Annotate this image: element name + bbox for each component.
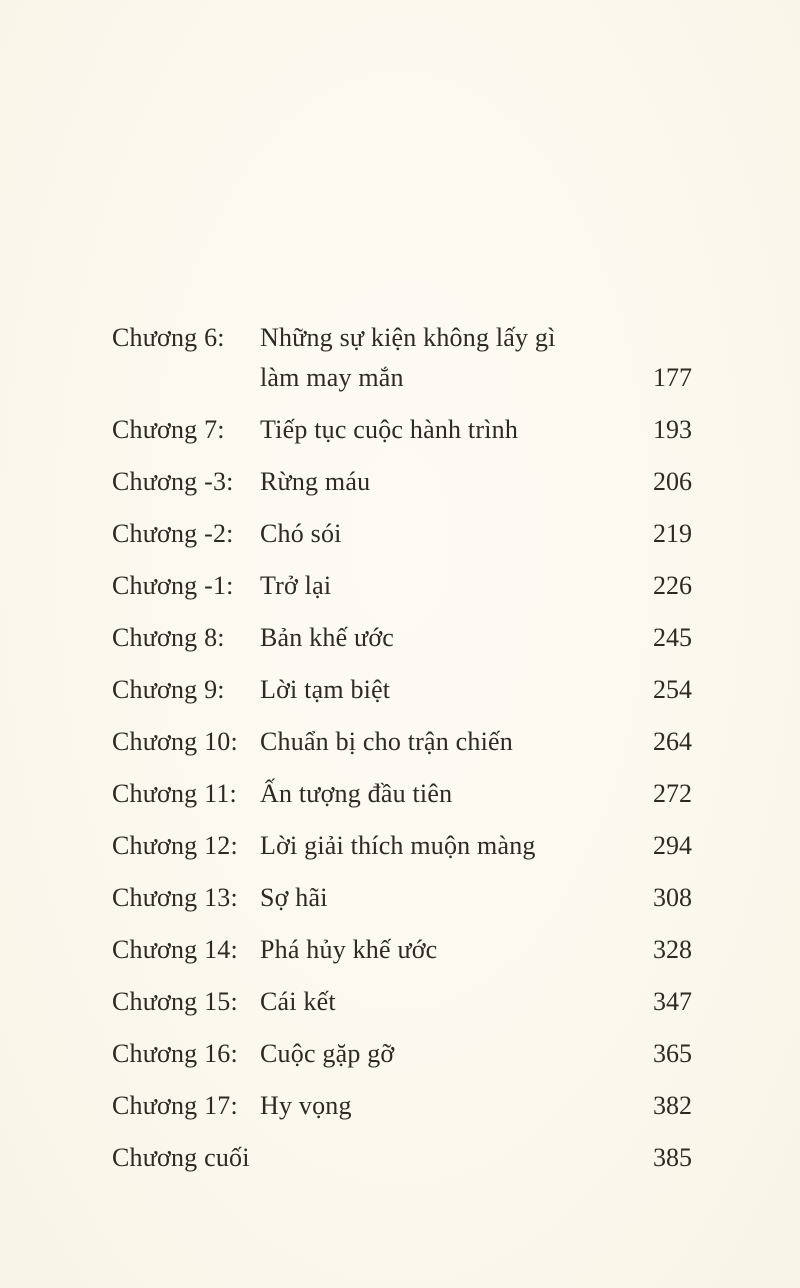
chapter-title [260, 670, 632, 710]
chapter-label: Chương 16: [112, 1039, 238, 1068]
chapter-label: Chương 10: [112, 727, 238, 756]
chapter-page-number: 219 [653, 519, 692, 548]
chapter-title-line: Lời giải thích muộn màng [260, 831, 536, 860]
toc-entry [112, 878, 692, 918]
chapter-page-number: 347 [653, 987, 692, 1016]
chapter-title [260, 722, 632, 762]
chapter-page-number: 177 [653, 363, 692, 392]
chapter-label: Chương -2: [112, 519, 234, 548]
toc-entry [112, 982, 692, 1022]
chapter-title [260, 1138, 632, 1178]
toc-entry [112, 1138, 692, 1178]
chapter-title [260, 566, 632, 606]
chapter-title-line: Cuộc gặp gỡ [260, 1039, 395, 1068]
toc-entry [112, 774, 692, 814]
chapter-title [260, 930, 632, 970]
chapter-title [260, 878, 632, 918]
chapter-page-number: 385 [653, 1143, 692, 1172]
toc-entry [112, 618, 692, 658]
chapter-label: Chương 8: [112, 623, 225, 652]
chapter-page-number: 382 [653, 1091, 692, 1120]
chapter-title [260, 774, 632, 814]
chapter-title [260, 318, 632, 398]
chapter-label: Chương 14: [112, 935, 238, 964]
chapter-title [260, 618, 632, 658]
toc-entry [112, 930, 692, 970]
toc-entry [112, 670, 692, 710]
chapter-title-line: Phá hủy khế ước [260, 935, 438, 964]
toc-entry [112, 722, 692, 762]
chapter-page-number: 226 [653, 571, 692, 600]
chapter-title [260, 1086, 632, 1126]
chapter-page-number: 294 [653, 831, 692, 860]
chapter-label: Chương -3: [112, 467, 234, 496]
chapter-label: Chương 15: [112, 987, 238, 1016]
toc-entry [112, 1086, 692, 1126]
chapter-title-line: Bản khế ước [260, 623, 395, 652]
chapter-title [260, 982, 632, 1022]
chapter-title-line: Sợ hãi [260, 883, 328, 912]
chapter-page-number: 264 [653, 727, 692, 756]
chapter-label: Chương 17: [112, 1091, 238, 1120]
chapter-title-line: Chuẩn bị cho trận chiến [260, 727, 513, 756]
toc-entry [112, 826, 692, 866]
chapter-title [260, 462, 632, 502]
chapter-label: Chương 9: [112, 675, 225, 704]
toc-entry [112, 514, 692, 554]
chapter-title-line: Những sự kiện không lấy gì [260, 323, 556, 352]
chapter-page-number: 254 [653, 675, 692, 704]
chapter-page-number: 272 [653, 779, 692, 808]
chapter-title-line: Lời tạm biệt [260, 675, 391, 704]
chapter-page-number: 206 [653, 467, 692, 496]
chapter-title [260, 514, 632, 554]
chapter-label: Chương 12: [112, 831, 238, 860]
chapter-page-number: 328 [653, 935, 692, 964]
chapter-title [260, 1034, 632, 1074]
chapter-label: Chương cuối [112, 1143, 250, 1172]
chapter-title-line: Cái kết [260, 987, 336, 1016]
chapter-label: Chương 7: [112, 415, 225, 444]
chapter-label: Chương 11: [112, 779, 237, 808]
chapter-page-number: 365 [653, 1039, 692, 1068]
chapter-page-number: 245 [653, 623, 692, 652]
toc-entry [112, 1034, 692, 1074]
chapter-title-line: Trở lại [260, 571, 332, 600]
chapter-page-number: 193 [653, 415, 692, 444]
chapter-label: Chương -1: [112, 571, 234, 600]
chapter-title-line: Chó sói [260, 519, 342, 548]
chapter-page-number: 308 [653, 883, 692, 912]
toc-entry [112, 318, 692, 398]
toc-entry [112, 462, 692, 502]
chapter-title [260, 826, 632, 866]
chapter-title [260, 410, 632, 450]
chapter-label: Chương 6: [112, 323, 225, 352]
table-of-contents [112, 318, 692, 1190]
chapter-title-line: Rừng máu [260, 467, 371, 496]
chapter-title-line: làm may mắn [260, 363, 404, 392]
toc-entry [112, 566, 692, 606]
chapter-title-line: Tiếp tục cuộc hành trình [260, 415, 519, 444]
toc-entry [112, 410, 692, 450]
chapter-title-line: Ấn tượng đầu tiên [260, 779, 453, 808]
chapter-title-line: Hy vọng [260, 1091, 352, 1120]
chapter-label: Chương 13: [112, 883, 238, 912]
